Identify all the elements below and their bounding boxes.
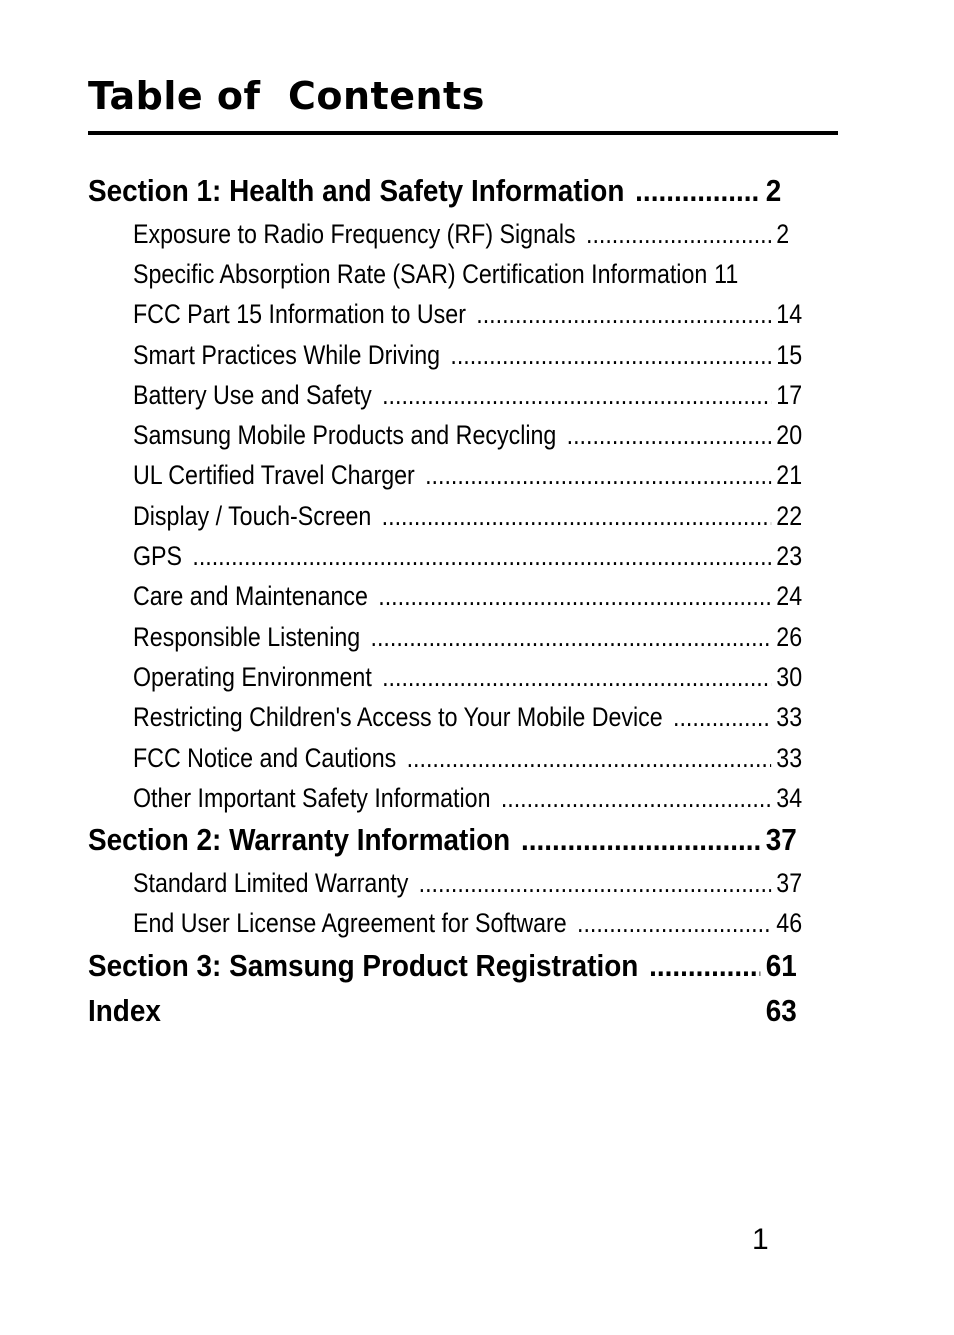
dot-leader [649,945,760,987]
toc-label: FCC Notice and Cautions [133,743,397,773]
page-title: Table of Contents [88,74,485,118]
toc-entry-gps[interactable] [133,538,807,574]
dot-leader [382,377,771,413]
toc-entry-travel-charger[interactable] [133,457,807,493]
dot-leader [382,498,771,534]
toc-page: 63 [765,993,797,1028]
toc-page: 26 [776,622,803,652]
toc-page: 33 [776,743,803,773]
toc-entry-responsible-listening[interactable] [133,619,807,655]
toc-page: 33 [776,702,803,732]
toc-entry-other-safety[interactable] [133,780,807,816]
toc-label: Display / Touch-Screen [133,501,372,531]
toc-entry-smart-driving[interactable] [133,337,807,373]
toc-entry-fcc-notice[interactable] [133,740,807,776]
toc-entry-eula[interactable] [133,905,807,941]
toc-label: Exposure to Radio Frequency (RF) Signals [133,219,576,249]
toc-page: 17 [776,380,803,410]
toc-page: 2 [765,173,782,208]
dot-leader [371,619,772,655]
toc-page: 30 [776,662,803,692]
toc-label: Battery Use and Safety [133,380,372,410]
dot-leader [378,578,771,614]
toc-label: Section 1: Health and Safety Information [88,173,625,208]
toc-entry-operating-environment[interactable] [133,659,807,695]
toc-label: End User License Agreement for Software [133,908,567,938]
toc-page: 37 [776,868,803,898]
toc-label: Responsible Listening [133,622,361,652]
toc-label: Other Important Safety Information [133,783,491,813]
toc-label: Section 2: Warranty Information [88,822,511,857]
toc-label: Specific Absorption Rate (SAR) Certification Information [133,259,708,289]
toc-entry-fcc-part-15[interactable] [133,296,807,332]
toc-page: 23 [776,541,803,571]
toc-page: 15 [776,340,803,370]
toc-page: 14 [776,299,803,329]
toc-entry-touch-screen[interactable] [133,498,807,534]
toc-section-1[interactable] [88,170,798,212]
toc-section-3[interactable] [88,945,798,987]
dot-leader [586,216,771,252]
toc-label: Index [88,993,161,1028]
toc-label: Samsung Mobile Products and Recycling [133,420,557,450]
toc-label: Operating Environment [133,662,372,692]
dot-leader [567,417,771,453]
dot-leader [577,905,771,941]
toc-label: Section 3: Samsung Product Registration [88,948,639,983]
toc-entry-recycling[interactable] [133,417,807,453]
dot-leader [407,740,772,776]
toc-label: GPS [133,541,183,571]
toc-page: 2 [776,219,790,249]
dot-leader [635,170,760,212]
toc-label: FCC Part 15 Information to User [133,299,466,329]
dot-leader [419,865,771,901]
toc-page: 11 [714,259,739,289]
toc-page: 37 [765,822,797,857]
toc-label: Smart Practices While Driving [133,340,441,370]
dot-leader [521,819,760,861]
toc-entry-limited-warranty[interactable] [133,865,807,901]
dot-leader [192,538,771,574]
toc-entry-sar-certification[interactable] [133,256,807,292]
toc-page: 46 [776,908,803,938]
dot-leader [673,699,771,735]
toc-label: Restricting Children's Access to Your Mobile Device [133,702,663,732]
toc-section-2[interactable] [88,819,798,861]
toc-entry-care-maintenance[interactable] [133,578,807,614]
toc-label: Standard Limited Warranty [133,868,409,898]
dot-leader [425,457,771,493]
dot-leader [501,780,771,816]
toc-page: 21 [776,460,803,490]
toc-entry-rf-exposure[interactable] [133,216,807,252]
toc-page: 24 [776,581,803,611]
page-number: 1 [752,1223,769,1256]
toc-page: 34 [776,783,803,813]
dot-leader [476,296,771,332]
toc-entry-battery-safety[interactable] [133,377,807,413]
toc-entry-childrens-access[interactable] [133,699,807,735]
toc-label: Care and Maintenance [133,581,368,611]
toc-index[interactable] [88,990,798,1032]
toc-page: 20 [776,420,803,450]
toc-label: UL Certified Travel Charger [133,460,415,490]
dot-leader [450,337,771,373]
dot-leader [382,659,771,695]
toc-page: 61 [765,948,797,983]
toc-page: 22 [776,501,803,531]
